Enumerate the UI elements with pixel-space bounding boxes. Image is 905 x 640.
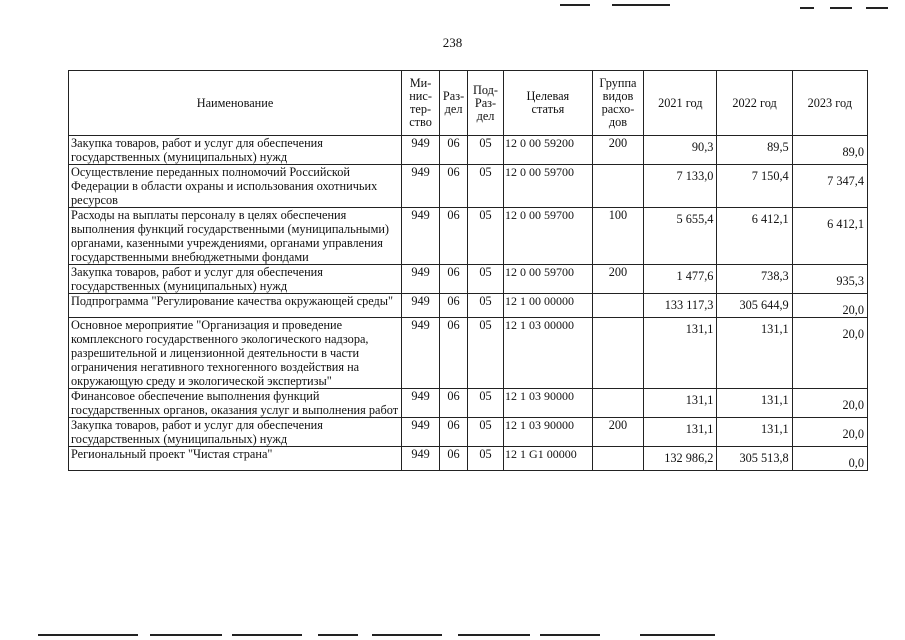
table-row xyxy=(69,447,868,471)
cell-y2022: 738,3 xyxy=(717,265,792,294)
header-target: Целевая статья xyxy=(504,71,593,136)
cell-name: Осуществление переданных полномочий Российской Федерации в области охраны и использования охотничьих ресурсов xyxy=(69,165,402,208)
cell-y2023: 7 347,4 xyxy=(792,165,867,208)
cell-y2021: 131,1 xyxy=(644,418,717,447)
cell-subsection: 05 xyxy=(467,318,503,389)
table-row xyxy=(69,265,868,294)
cell-y2023: 6 412,1 xyxy=(792,208,867,265)
header-2023: 2023 год xyxy=(792,71,867,136)
cell-subsection: 05 xyxy=(467,447,503,471)
cell-y2022: 305 513,8 xyxy=(717,447,792,471)
cell-y2023: 89,0 xyxy=(792,136,867,165)
cell-y2021: 133 117,3 xyxy=(644,294,717,318)
cell-target: 12 1 03 00000 xyxy=(504,318,593,389)
cell-ministry: 949 xyxy=(402,447,440,471)
cell-y2021: 1 477,6 xyxy=(644,265,717,294)
cell-y2021: 7 133,0 xyxy=(644,165,717,208)
table-row xyxy=(69,165,868,208)
cell-y2021: 131,1 xyxy=(644,389,717,418)
budget-table xyxy=(68,70,868,471)
cell-target: 12 1 00 00000 xyxy=(504,294,593,318)
table-row xyxy=(69,294,868,318)
cell-group: 200 xyxy=(592,136,644,165)
cell-name: Закупка товаров, работ и услуг для обеспечения государственных (муниципальных) нужд xyxy=(69,418,402,447)
cell-section: 06 xyxy=(440,447,468,471)
cell-ministry: 949 xyxy=(402,318,440,389)
cell-y2022: 131,1 xyxy=(717,418,792,447)
cell-y2021: 131,1 xyxy=(644,318,717,389)
header-section: Раз- дел xyxy=(440,71,468,136)
cell-y2023: 935,3 xyxy=(792,265,867,294)
cell-section: 06 xyxy=(440,265,468,294)
cell-ministry: 949 xyxy=(402,208,440,265)
cell-section: 06 xyxy=(440,418,468,447)
cell-subsection: 05 xyxy=(467,208,503,265)
table-row xyxy=(69,389,868,418)
cell-group: 200 xyxy=(592,418,644,447)
cell-ministry: 949 xyxy=(402,389,440,418)
cell-y2023: 20,0 xyxy=(792,318,867,389)
header-group: Группа видов расхо- дов xyxy=(592,71,644,136)
cell-y2022: 305 644,9 xyxy=(717,294,792,318)
header-2021: 2021 год xyxy=(644,71,717,136)
cell-group: 100 xyxy=(592,208,644,265)
cell-name: Основное мероприятие "Организация и проведение комплексного государственного экологического надзора, разрешительной и лицензионной деятельности в части ограничения негативного техногенного воздействия на окружающую среду и экологической экспертизы" xyxy=(69,318,402,389)
cell-ministry: 949 xyxy=(402,418,440,447)
table-header-row xyxy=(69,71,868,136)
cell-target: 12 0 00 59700 xyxy=(504,165,593,208)
cell-name: Региональный проект "Чистая страна" xyxy=(69,447,402,471)
cell-name: Расходы на выплаты персоналу в целях обеспечения выполнения функций государственными (муниципальными) органами, казенными учреждениями, органами управления государственными внебюджетными фондами xyxy=(69,208,402,265)
top-scan-marks xyxy=(0,4,905,10)
table-row xyxy=(69,136,868,165)
cell-ministry: 949 xyxy=(402,265,440,294)
cell-subsection: 05 xyxy=(467,265,503,294)
cell-target: 12 0 00 59700 xyxy=(504,265,593,294)
cell-group xyxy=(592,447,644,471)
cell-subsection: 05 xyxy=(467,389,503,418)
cell-name: Закупка товаров, работ и услуг для обеспечения государственных (муниципальных) нужд xyxy=(69,265,402,294)
cell-y2021: 5 655,4 xyxy=(644,208,717,265)
table-row xyxy=(69,418,868,447)
cell-group xyxy=(592,294,644,318)
cell-section: 06 xyxy=(440,318,468,389)
header-name: Наименование xyxy=(69,71,402,136)
cell-target: 12 1 03 90000 xyxy=(504,389,593,418)
cell-name: Подпрограмма "Регулирование качества окружающей среды" xyxy=(69,294,402,318)
cell-y2022: 131,1 xyxy=(717,389,792,418)
table-body xyxy=(69,136,868,471)
cell-group xyxy=(592,165,644,208)
cell-group xyxy=(592,318,644,389)
cell-y2023: 20,0 xyxy=(792,418,867,447)
cell-ministry: 949 xyxy=(402,294,440,318)
cell-y2021: 132 986,2 xyxy=(644,447,717,471)
cell-group xyxy=(592,389,644,418)
cell-y2021: 90,3 xyxy=(644,136,717,165)
cell-subsection: 05 xyxy=(467,136,503,165)
header-ministry: Ми- нис- тер- ство xyxy=(402,71,440,136)
cell-y2022: 6 412,1 xyxy=(717,208,792,265)
cell-subsection: 05 xyxy=(467,418,503,447)
cell-subsection: 05 xyxy=(467,294,503,318)
cell-y2023: 0,0 xyxy=(792,447,867,471)
cell-target: 12 1 03 90000 xyxy=(504,418,593,447)
cell-y2022: 89,5 xyxy=(717,136,792,165)
cell-section: 06 xyxy=(440,165,468,208)
cell-y2023: 20,0 xyxy=(792,294,867,318)
cell-section: 06 xyxy=(440,294,468,318)
cell-name: Закупка товаров, работ и услуг для обеспечения государственных (муниципальных) нужд xyxy=(69,136,402,165)
cell-section: 06 xyxy=(440,389,468,418)
cell-target: 12 0 00 59700 xyxy=(504,208,593,265)
cell-ministry: 949 xyxy=(402,136,440,165)
header-2022: 2022 год xyxy=(717,71,792,136)
cell-section: 06 xyxy=(440,136,468,165)
cell-subsection: 05 xyxy=(467,165,503,208)
cell-section: 06 xyxy=(440,208,468,265)
cell-target: 12 0 00 59200 xyxy=(504,136,593,165)
cell-y2023: 20,0 xyxy=(792,389,867,418)
cell-ministry: 949 xyxy=(402,165,440,208)
cell-y2022: 131,1 xyxy=(717,318,792,389)
cell-target: 12 1 G1 00000 xyxy=(504,447,593,471)
bottom-scan-marks xyxy=(0,634,905,638)
cell-group: 200 xyxy=(592,265,644,294)
header-subsection: Под- Раз- дел xyxy=(467,71,503,136)
table-row xyxy=(69,318,868,389)
cell-y2022: 7 150,4 xyxy=(717,165,792,208)
page-number: 238 xyxy=(442,35,463,50)
table-row xyxy=(69,208,868,265)
cell-name: Финансовое обеспечение выполнения функций государственных органов, оказания услуг и выполнения работ xyxy=(69,389,402,418)
